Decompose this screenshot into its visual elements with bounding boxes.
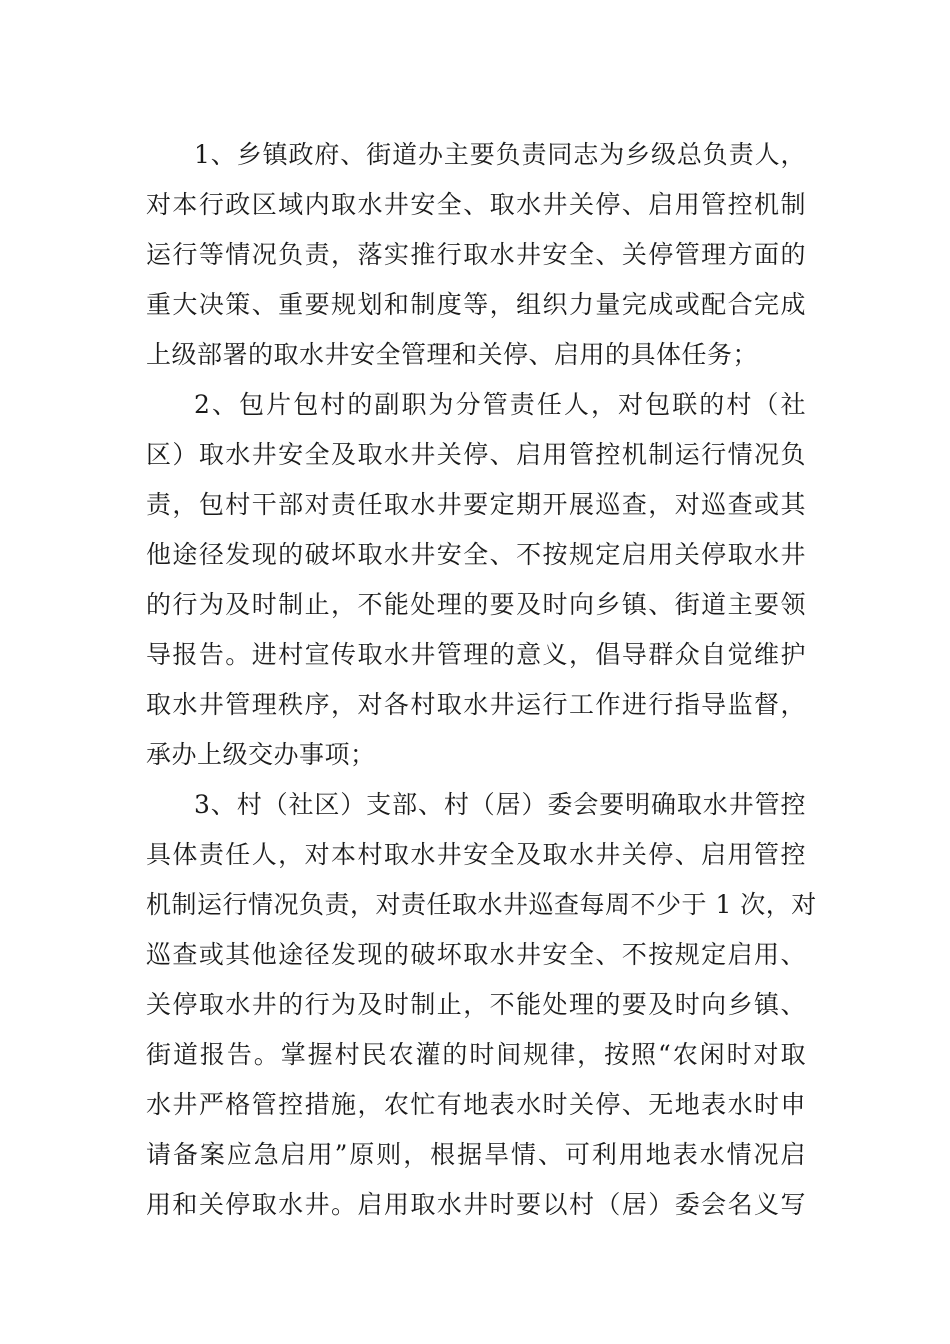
paragraph-line: 请备案应急启用”原则，根据旱情、可利用地表水情况启 [146, 1140, 806, 1169]
paragraph-line: 区）取水井安全及取水井关停、启用管控机制运行情况负 [146, 440, 806, 469]
paragraph-line: 责，包村干部对责任取水井要定期开展巡查，对巡查或其 [146, 490, 806, 519]
paragraph-line: 运行等情况负责，落实推行取水井安全、关停管理方面的 [146, 240, 806, 269]
paragraph-line: 3、村（社区）支部、村（居）委会要明确取水井管控 [194, 790, 806, 819]
paragraph-line: 承办上级交办事项； [146, 740, 376, 769]
paragraph-line: 水井严格管控措施，农忙有地表水时关停、无地表水时申 [146, 1090, 806, 1119]
paragraph-line: 街道报告。掌握村民农灌的时间规律，按照“农闲时对取 [146, 1040, 806, 1069]
paragraph-3 [146, 780, 817, 1230]
paragraph-line: 关停取水井的行为及时制止，不能处理的要及时向乡镇、 [146, 990, 806, 1019]
paragraph-line: 2、包片包村的副职为分管责任人，对包联的村（社 [194, 390, 806, 419]
paragraph-line: 重大决策、重要规划和制度等，组织力量完成或配合完成 [146, 290, 806, 319]
paragraph-1 [146, 130, 806, 380]
paragraph-line: 具体责任人，对本村取水井安全及取水井关停、启用管控 [146, 840, 806, 869]
paragraph-line: 的行为及时制止，不能处理的要及时向乡镇、街道主要领 [146, 590, 806, 619]
paragraph-line: 取水井管理秩序，对各村取水井运行工作进行指导监督， [146, 690, 806, 719]
paragraph-line: 用和关停取水井。启用取水井时要以村（居）委会名义写 [146, 1190, 806, 1219]
body-text [146, 130, 817, 1230]
paragraph-2 [146, 380, 806, 780]
paragraph-line: 巡查或其他途径发现的破坏取水井安全、不按规定启用、 [146, 940, 806, 969]
paragraph-line: 导报告。进村宣传取水井管理的意义，倡导群众自觉维护 [146, 640, 806, 669]
paragraph-line: 上级部署的取水井安全管理和关停、启用的具体任务； [146, 340, 759, 369]
paragraph-line: 1、乡镇政府、街道办主要负责同志为乡级总负责人， [194, 140, 806, 169]
paragraph-line: 他途径发现的破坏取水井安全、不按规定启用关停取水井 [146, 540, 806, 569]
paragraph-line: 对本行政区域内取水井安全、取水井关停、启用管控机制 [146, 190, 806, 219]
paragraph-line: 机制运行情况负责，对责任取水井巡查每周不少于 1 次，对 [146, 890, 817, 919]
